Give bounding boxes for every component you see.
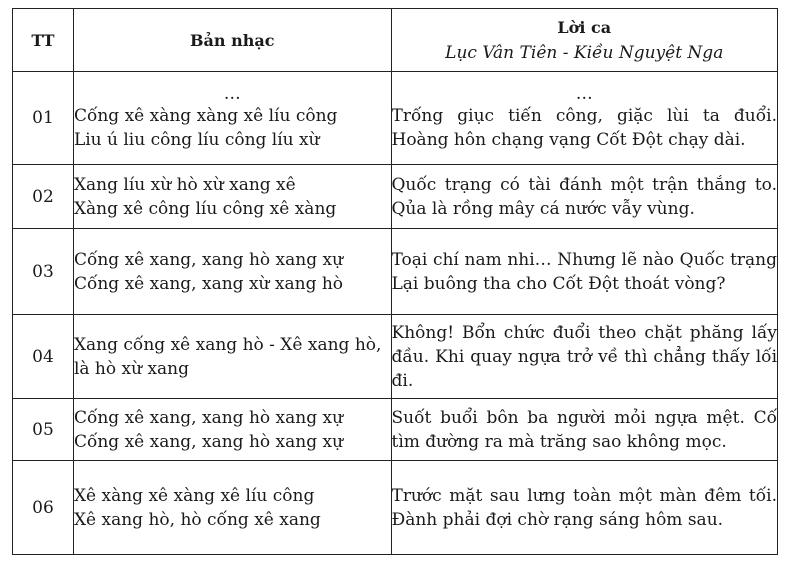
music-line: Xê xàng xê xàng xê líu công: [73, 485, 315, 506]
header-lyric-title: Lời ca: [557, 17, 612, 37]
music-line: Cống xê xang, xang hò xang xự: [73, 249, 344, 270]
music-text: Xang cống xê xang hò - Xê xang hò, là hò xừ xang: [73, 334, 382, 379]
lyric-cell: [391, 399, 778, 461]
row-number: 04: [13, 315, 74, 399]
music-line: Cống xê xàng xàng xê líu công: [73, 106, 338, 126]
music-line: Xê xang hò, hò cống xê xang: [73, 509, 321, 530]
lyric-text: Quốc trạng có tài đánh một trận thắng to. Qủa là rồng mây cá nước vẫy vùng.: [391, 174, 777, 219]
lyric-text: Trước mặt sau lưng toàn một màn đêm tối. Đành phải đợi chờ rạng sáng hôm sau.: [391, 485, 777, 530]
row-number: 03: [13, 229, 74, 315]
music-cell: [73, 399, 391, 461]
row-number: 01: [13, 72, 74, 165]
table-row: [13, 315, 778, 399]
music-cell: [73, 72, 391, 165]
lyric-cell: [391, 72, 778, 165]
music-line: Liu ú liu công líu công líu xừ: [73, 130, 320, 150]
lyric-ellipsis: …: [575, 84, 593, 104]
music-cell: [73, 229, 391, 315]
header-tt: TT: [13, 9, 74, 72]
header-row: [13, 9, 778, 72]
header-lyric-subtitle: Lục Vân Tiên - Kiều Nguyệt Nga: [445, 42, 724, 63]
lyric-text: Suốt buổi bôn ba người mỏi ngựa mệt. Cố tìm đường ra mà trăng sao không mọc.: [391, 407, 777, 452]
table-row: [13, 399, 778, 461]
lyric-text: Trống giục tiến công, giặc lùi ta đuổi. Hoàng hôn chạng vạng Cốt Đột chạy dài.: [391, 106, 777, 150]
music-cell: [73, 165, 391, 229]
lyric-cell: [391, 229, 778, 315]
header-lyric: [391, 9, 778, 72]
music-line: Xang líu xừ hò xừ xang xê: [73, 174, 296, 195]
music-ellipsis: …: [223, 84, 241, 104]
lyric-cell: [391, 461, 778, 555]
music-line: Xàng xê công líu công xê xàng: [73, 198, 337, 219]
header-music: Bản nhạc: [73, 9, 391, 72]
table-row: [13, 461, 778, 555]
music-line: Cống xê xang, xang hò xang xự: [73, 431, 344, 452]
lyric-cell: [391, 165, 778, 229]
music-cell: [73, 461, 391, 555]
lyrics-table: [12, 8, 778, 555]
lyric-text: Không! Bổn chức đuổi theo chặt phăng lấy đầu. Khi quay ngựa trở về thì chẳng thấy lối đi.: [391, 322, 777, 391]
table-row: [13, 229, 778, 315]
table-row: [13, 72, 778, 165]
music-line: Cống xê xang, xang hò xang xự: [73, 407, 344, 428]
music-line: Cống xê xang, xang xừ xang hò: [73, 273, 344, 294]
table-row: [13, 165, 778, 229]
row-number: 05: [13, 399, 74, 461]
lyric-text: Toại chí nam nhi… Nhưng lẽ nào Quốc trạng Lại buông tha cho Cốt Đột thoát vòng?: [391, 249, 777, 294]
row-number: 06: [13, 461, 74, 555]
music-cell: [73, 315, 391, 399]
lyric-cell: [391, 315, 778, 399]
row-number: 02: [13, 165, 74, 229]
